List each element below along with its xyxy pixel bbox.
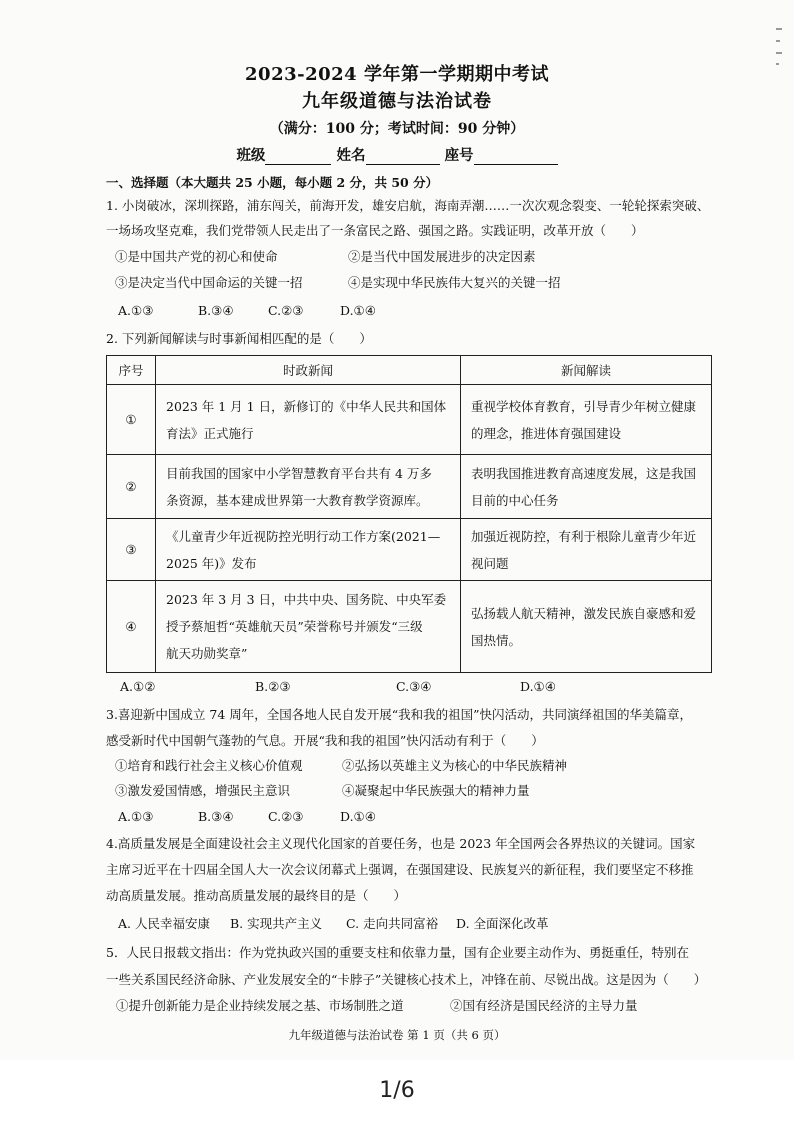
news-cell [156,519,461,581]
q3-option: C.②③ [268,809,304,824]
scan-speck [776,63,779,65]
scan-speck [776,40,780,42]
reading-cell [461,581,712,673]
exam-title: 2023-2024 学年第一学期期中考试 [245,64,549,85]
cell-line: 航天功勋奖章” [166,646,248,661]
cell-line: 加强近视防控，有利于根除儿童青少年近 [471,528,697,544]
q1-stem-line2: 一场场攻坚克难，我们党带领人民走出了一条富民之路、强国之路。实践证明，改革开放（ ） [106,223,644,238]
news-cell [156,581,461,673]
cell-line: 2025 年)》发布 [166,555,257,571]
q2-option: D.①④ [520,679,556,694]
cell-line: 目前的中心任务 [471,492,559,508]
q5-stem-line2: 一些关系国民经济命脉、产业发展安全的“卡脖子”关键核心技术上，冲锋在前、尽锐出战。这是因为（ ） [106,972,707,987]
exam-score-time: （满分：100 分；考试时间：90 分钟） [269,121,525,137]
news-cell [156,455,461,519]
q3-item: ③激发爱国情感，增强民主意识 [115,783,291,798]
name-label: 姓名 [336,147,366,164]
cell-line: 国热情。 [471,632,522,648]
reading-cell [461,455,712,519]
q4-option: B. 实现共产主义 [230,916,323,931]
student-info-fields [0,144,794,165]
cell-line: 条资源，基本建成世界第一大教育教学资源库。 [166,492,429,508]
q3-option: B.③④ [198,809,234,824]
q2-stem: 2. 下列新闻解读与时事新闻相匹配的是（ ） [106,331,372,346]
exam-subject-title: 九年级道德与法治试卷 [302,91,492,112]
q1-stem-line1: 1. 小岗破冰，深圳探路，浦东闯关，前海开发，雄安启航，海南弄潮……一次次观念裂变、一轮轮探索突破、 [106,198,710,213]
cell-line: 表明我国推进教育高速度发展，这是我国 [471,465,697,481]
cell-line: 重视学校体育教育，引导青少年树立健康 [471,398,697,414]
row-number: ① [107,385,156,455]
row-number: ③ [107,519,156,581]
q1-option: A.①③ [118,303,154,318]
cell-line: 目前我国的国家中小学智慧教育平台共有 4 万多 [166,465,432,481]
cell-line: 《儿童青少年近视防控光明行动工作方案(2021— [166,528,441,544]
cell-line: 2023 年 3 月 3 日，中共中央、国务院、中央军委 [166,592,447,607]
name-blank [366,150,440,165]
q2-option: A.①② [120,679,156,694]
cell-line: 的理念，推进体育强国建设 [471,425,622,441]
news-table [106,355,712,673]
reading-cell [461,385,712,455]
table-header: 新闻解读 [461,356,712,385]
table-header-row [107,356,712,385]
cell-line: 2023 年 1 月 1 日，新修订的《中华人民共和国体 [166,398,447,414]
class-blank [265,150,331,165]
q2-option: B.②③ [255,679,291,694]
q3-stem-line2: 感受新时代中国朝气蓬勃的气息。开展“我和我的祖国”快闪活动有利于（ ） [106,733,544,748]
q2-option: C.③④ [396,679,432,694]
q4-option: A. 人民幸福安康 [118,916,210,931]
seat-label: 座号 [444,147,474,164]
section-heading: 一、选择题（本大题共 25 小题，每小题 2 分，共 50 分） [106,175,439,190]
cell-line: 授予蔡旭哲“英雄航天员”荣誉称号并颁发“三级 [166,619,423,634]
q1-item: ②是当代中国发展进步的决定因素 [348,249,536,264]
table-row [107,455,712,519]
q1-item: ③是决定当代中国命运的关键一招 [115,275,303,290]
q1-option: B.③④ [198,303,234,318]
cell-line: 视问题 [471,555,509,571]
table-header: 时政新闻 [156,356,461,385]
q3-item: ②弘扬以英雄主义为核心的中华民族精神 [342,758,568,773]
table-row [107,581,712,673]
q1-item: ④是实现中华民族伟大复兴的关键一招 [348,275,561,290]
cell-line: 育法》正式施行 [166,425,254,441]
cell-line: 弘扬载人航天精神，激发民族自豪感和爱 [471,605,697,621]
scan-speck [776,28,782,30]
q1-option: D.①④ [340,303,376,318]
news-cell [156,385,461,455]
table-row [107,519,712,581]
q4-stem-line1: 4.高质量发展是全面建设社会主义现代化国家的首要任务，也是 2023 年全国两会各界热议的关键词。国家 [106,836,696,851]
q5-stem-line1: 5．人民日报载文指出：作为党执政兴国的重要支柱和依靠力量，国有企业要主动作为、勇挺重任，特别在 [106,945,689,960]
q1-item: ①是中国共产党的初心和使命 [115,249,278,264]
q5-item: ②国有经济是国民经济的主导力量 [450,998,638,1013]
q4-option: D. 全面深化改革 [456,916,549,931]
q3-stem-line1: 3.喜迎新中国成立 74 周年，全国各地人民自发开展“我和我的祖国”快闪活动，共同演绎祖国的华美篇章， [106,707,693,722]
page-footer: 九年级道德与法治试卷 第 1 页（共 6 页） [288,1028,506,1042]
q4-option: C. 走向共同富裕 [346,916,439,931]
q4-stem-line2: 主席习近平在十四届全国人大一次会议闭幕式上强调，在强国建设、民族复兴的新征程，我们要坚定不移推 [106,862,694,877]
q3-option: D.①④ [340,809,376,824]
scan-speck [776,52,782,54]
q5-item: ①提升创新能力是企业持续发展之基、市场制胜之道 [116,998,404,1013]
q4-stem-line3: 动高质量发展。推动高质量发展的最终目的是（ ） [106,888,407,903]
page-indicator: 1/6 [379,1078,415,1103]
seat-blank [474,150,558,165]
row-number: ④ [107,581,156,673]
table-header: 序号 [107,356,156,385]
table-row [107,385,712,455]
q3-item: ④凝聚起中华民族强大的精神力量 [342,783,530,798]
q1-option: C.②③ [268,303,304,318]
reading-cell [461,519,712,581]
row-number: ② [107,455,156,519]
q3-option: A.①③ [118,809,154,824]
q3-item: ①培育和践行社会主义核心价值观 [115,758,303,773]
class-label: 班级 [236,147,266,164]
